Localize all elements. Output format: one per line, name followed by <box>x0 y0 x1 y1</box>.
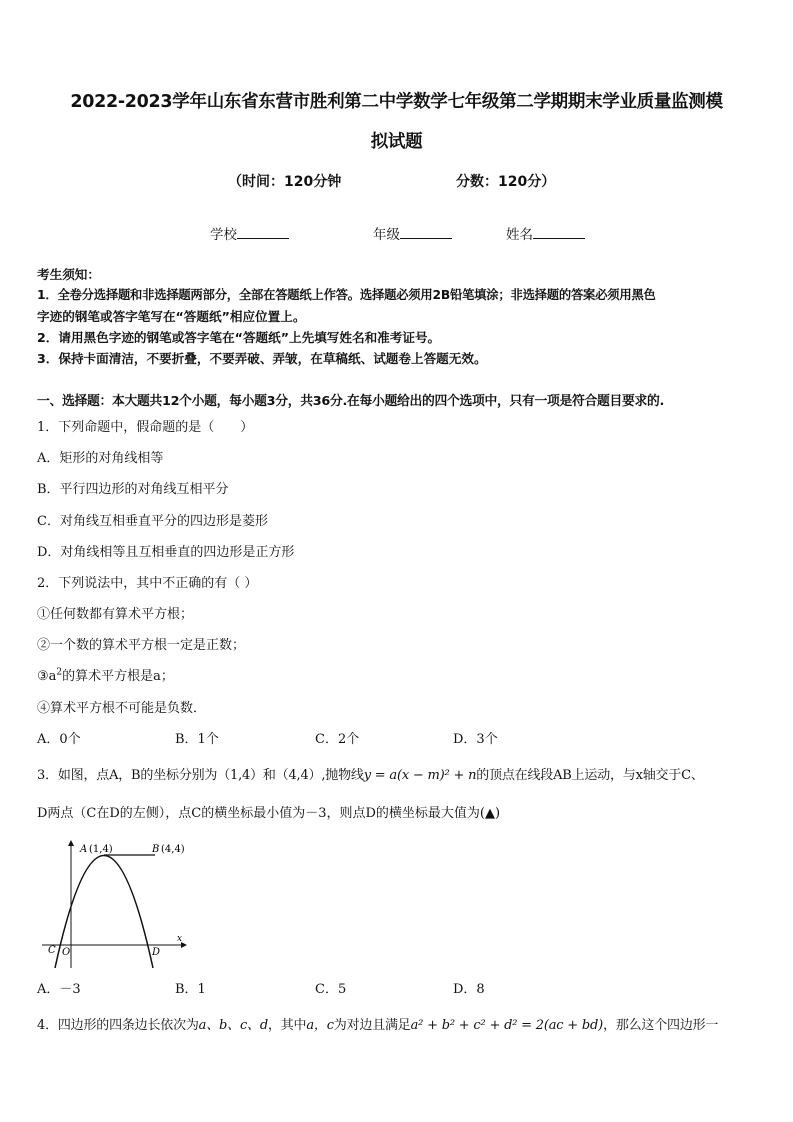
q1-option-d: D．对角线相等且互相垂直的四边形是正方形 <box>37 545 295 560</box>
q4-stem-d: ，那么这个四边形一 <box>603 1018 719 1033</box>
q4-vars: a、b、c、d <box>198 1018 268 1033</box>
q4-pair: a，c <box>306 1018 334 1033</box>
q4-formula: a² + b² + c² + d² = 2(ac + bd) <box>410 1018 604 1033</box>
name-field <box>506 223 585 243</box>
q3-graph <box>40 838 190 970</box>
section-heading: 一、选择题：本大题共12个小题，每小题3分，共36分.在每小题给出的四个选项中，只有一项是符合题目要求的. <box>37 394 664 409</box>
q3-stem-line2: D两点（C在D的左侧），点C的横坐标最小值为－3，则点D的横坐标最大值为(▲) <box>37 806 501 821</box>
label-c: C <box>48 945 56 956</box>
label-d: D <box>152 947 161 958</box>
notice-item-3: 3．保持卡面清洁，不要折叠，不要弄破、弄皱，在草稿纸、试题卷上答题无效。 <box>37 351 487 366</box>
q2-statement-2: ②一个数的算术平方根一定是正数； <box>37 638 246 653</box>
name-blank <box>533 226 585 239</box>
q2-s3-part-a: ③a <box>37 669 57 684</box>
q3-stem-b: 的顶点在线段AB上运动，与x轴交于C、 <box>476 768 704 783</box>
q3-option-b: B．1 <box>175 982 206 997</box>
q4-stem-a: 4．四边形的四条边长依次为 <box>37 1018 199 1033</box>
q1-stem: 1．下列命题中，假命题的是（ ） <box>37 420 254 435</box>
q3-option-a: A．－3 <box>37 982 81 997</box>
q3-option-d: D．8 <box>453 982 485 997</box>
label-a: A <box>80 844 88 855</box>
q3-option-c: C．5 <box>315 982 347 997</box>
time-info: （时间：120分钟 <box>228 174 342 190</box>
name-label: 姓名 <box>506 227 533 243</box>
school-field <box>210 223 289 243</box>
q4-stem <box>37 1014 718 1033</box>
label-o: O <box>62 947 71 958</box>
grade-blank <box>400 226 452 239</box>
q3-stem-line1 <box>37 764 704 783</box>
q2-option-a: A．0个 <box>37 732 81 747</box>
notice-item-2: 2．请用黑色字迹的钢笔或答字笔在“答题纸”上先填写姓名和准考证号。 <box>37 330 441 345</box>
notice-heading: 考生须知： <box>37 267 100 282</box>
grade-label: 年级 <box>373 227 400 243</box>
q2-s3-part-b: 的算术平方根是a； <box>62 669 174 684</box>
school-blank <box>237 226 289 239</box>
label-x: x <box>177 934 183 944</box>
q2-statement-1: ①任何数都有算术平方根； <box>37 607 194 622</box>
exam-title-line2: 拟试题 <box>370 132 423 152</box>
q4-stem-b: ，其中 <box>267 1018 307 1033</box>
grade-field <box>373 223 452 243</box>
q3-formula: y = a(x − m)² + n <box>363 768 477 783</box>
label-b: B <box>152 844 160 855</box>
q2-s3-sup: 2 <box>56 667 63 678</box>
q1-option-c: C．对角线互相垂直平分的四边形是菱形 <box>37 514 268 529</box>
q2-statement-4: ④算术平方根不可能是负数． <box>37 701 207 716</box>
q2-stem: 2．下列说法中，其中不正确的有（ ） <box>37 576 258 591</box>
q4-stem-c: 为对边且满足 <box>333 1018 411 1033</box>
notice-item-1a: 1．全卷分选择题和非选择题两部分，全部在答题纸上作答。选择题必须用2B铅笔填涂；非选择题的答案必须用黑色 <box>37 288 656 302</box>
q2-option-d: D．3个 <box>453 732 498 747</box>
label-a-coord: (1,4) <box>89 844 113 855</box>
q3-stem-a: 3．如图，点A，B的坐标分别为（1,4）和（4,4）,抛物线 <box>37 768 364 783</box>
q1-option-b: B．平行四边形的对角线互相平分 <box>37 482 229 497</box>
q1-option-a: A．矩形的对角线相等 <box>37 451 164 466</box>
score-info: 分数：120分） <box>456 174 556 190</box>
q2-statement-3 <box>37 665 174 684</box>
label-b-coord: (4,4) <box>161 844 185 855</box>
q2-option-c: C．2个 <box>315 732 360 747</box>
school-label: 学校 <box>210 227 237 243</box>
notice-block <box>37 264 757 369</box>
notice-item-1b: 字迹的钢笔或答字笔写在“答题纸”相应位置上。 <box>37 309 306 324</box>
exam-title-line1: 2022-2023学年山东省东营市胜利第二中学数学七年级第二学期期末学业质量监测模 <box>70 92 723 112</box>
q2-option-b: B．1个 <box>175 732 219 747</box>
